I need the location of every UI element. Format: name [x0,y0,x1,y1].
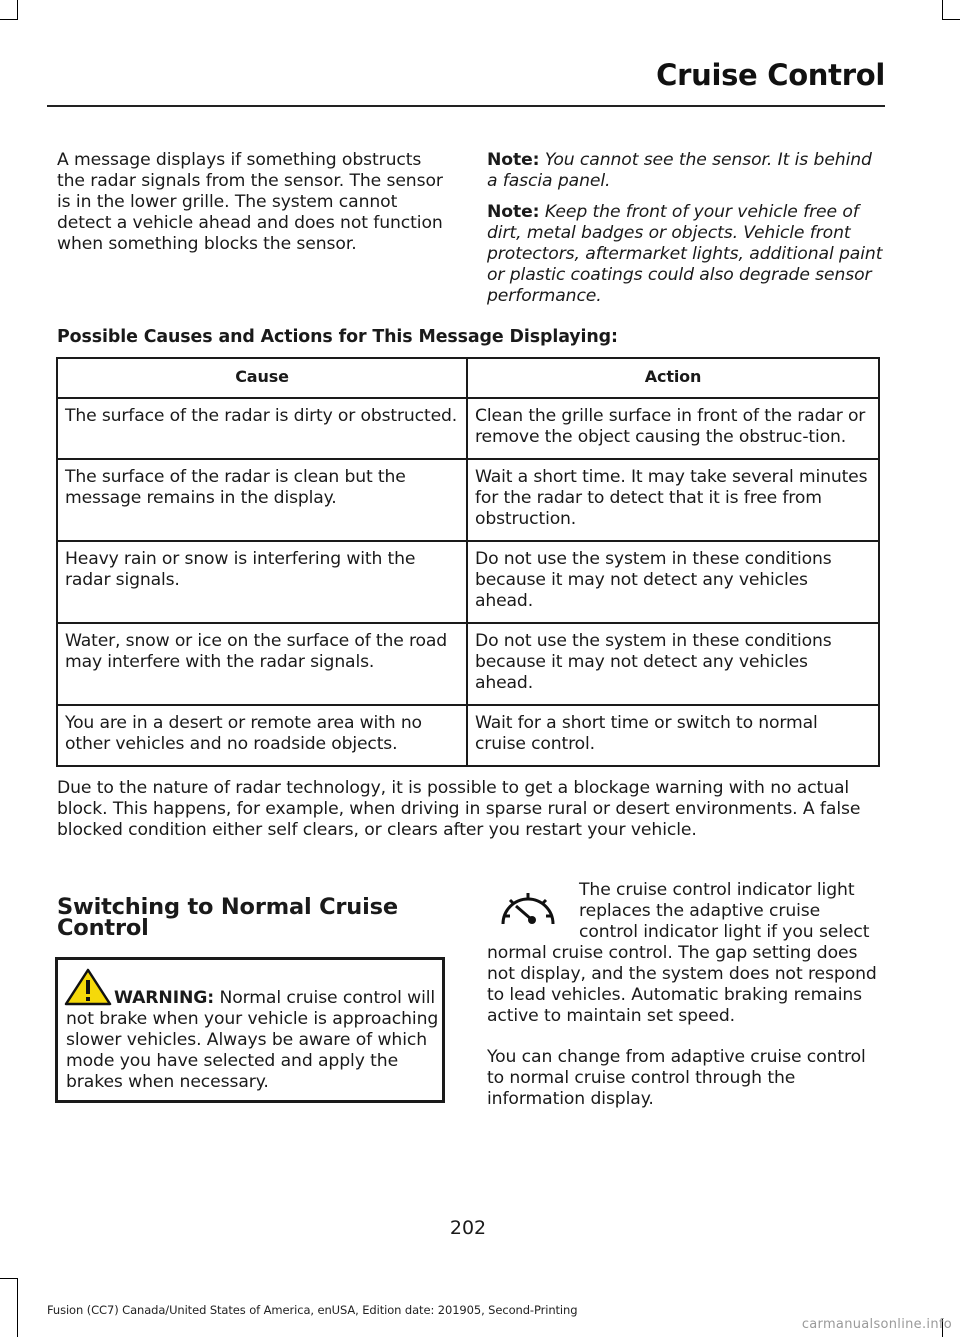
warning-label: WARNING: [114,988,215,1008]
cause-cell: Heavy rain or snow is interfering with the radar signals. [57,541,467,623]
action-cell: Wait for a short time or switch to normal cruise control. [467,705,879,766]
column-header-cause: Cause [57,358,467,398]
note-text: You cannot see the sensor. It is behind a fascia panel. [487,150,872,191]
crop-mark [942,19,960,20]
note-label: Note: [487,150,540,170]
table-header-row [57,358,879,398]
table-heading: Possible Causes and Actions for This Message Displaying: [57,327,618,347]
action-cell: Do not use the system in these conditions because it may not detect any vehicles ahead. [467,623,879,705]
column-header-action: Action [467,358,879,398]
table-row [57,705,879,766]
indicator-paragraph: The cruise control indicator light replaces the adaptive cruise control indicator light if you select normal cruise control. The gap setting does not display, and the system does not respond to lead vehicles. Automatic braking remains active to maintain set speed. [487,880,877,1026]
table-row [57,459,879,541]
note-2 [487,202,883,307]
change-mode-paragraph: You can change from adaptive cruise control to normal cruise control through the information display. [487,1047,866,1109]
intro-paragraph: A message displays if something obstructs the radar signals from the sensor. The sensor is in the lower grille. The system cannot detect a vehicle ahead and does not function when something blocks the sensor. [57,150,443,254]
header-divider [47,105,885,107]
indicator-block [487,880,883,1130]
section-heading: Switching to Normal Cruise Control [57,894,398,941]
cause-cell: The surface of the radar is dirty or obstructed. [57,398,467,459]
action-cell: Do not use the system in these conditions because it may not detect any vehicles ahead. [467,541,879,623]
table-row [57,623,879,705]
warning-body: Normal cruise control will not brake when your vehicle is approaching slower vehicles. Always be aware of which mode you have selected and apply the brakes when necessary. [66,988,439,1092]
action-cell: Wait a short time. It may take several minutes for the radar to detect that it is free from obstruction. [467,459,879,541]
note-1 [487,150,883,192]
table-row [57,541,879,623]
edition-footer: Fusion (CC7) Canada/United States of America, enUSA, Edition date: 201905, Second-Printing [47,1303,578,1317]
table-row [57,398,879,459]
page-number: 202 [449,1217,487,1239]
note-label: Note: [487,202,540,222]
crop-mark [0,19,18,20]
crop-mark [942,0,943,20]
action-cell: Clean the grille surface in front of the radar or remove the object causing the obstruc-tion. [467,398,879,459]
blockage-paragraph: Due to the nature of radar technology, it is possible to get a blockage warning with no actual block. This happens, for example, when driving in sparse rural or desert environments. A false blocked condition either self clears, or clears after you restart your vehicle. [57,778,861,840]
watermark: carmanualsonline.info [801,1317,952,1332]
crop-mark [17,0,18,20]
page-title: Cruise Control [656,58,885,92]
note-text: Keep the front of your vehicle free of dirt, metal badges or objects. Vehicle front protectors, aftermarket lights, additional paint or plastic coatings could also degrade sensor performance. [487,202,883,306]
cruise-control-speedometer-icon [487,882,569,932]
crop-mark [17,1278,18,1337]
crop-mark [0,1278,18,1279]
notes-block [487,150,883,317]
warning-text-block [66,988,442,1093]
warning-box [55,957,445,1103]
cause-cell: You are in a desert or remote area with no other vehicles and no roadside objects. [57,705,467,766]
cause-cell: Water, snow or ice on the surface of the road may interfere with the radar signals. [57,623,467,705]
cause-cell: The surface of the radar is clean but the message remains in the display. [57,459,467,541]
causes-actions-table [56,357,880,767]
